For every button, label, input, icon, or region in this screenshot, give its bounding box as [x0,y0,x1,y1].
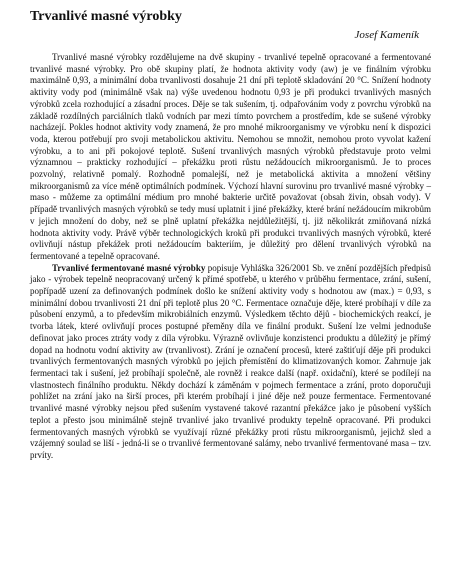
paragraph-2 [30,263,431,462]
article-body [30,52,431,462]
paragraph-2-text: popisuje Vyhláška 326/2001 Sb. ve znění pozdějších předpisů jako - výrobek tepelně neopracovaný určený k přímé spotřebě, u kterého v průběhu fermentace, zrání, sušení, popřípadě uzení za definovaných podmínek došlo ke snížení aktivity vody s hodnotou aw (max.) = 0,93, s minimální dobou trvanlivosti 21 dní při teplotě plus 20 °C. Fermentace označuje děje, které probíhají v díle za působení enzymů, a to především mikrobiálních enzymů. Výsledkem těchto dějů - biochemických reakcí, je tvorba látek, které ovlivňují proces postupné přeměny díla ve finální produkt. Sušení lze velmi jednoduše definovat jako proces ztráty vody z díla výrobku. Výrazně ovlivňuje konzistenci produktu a důležitý je přímý dopad na hodnotu vodní aktivity aw (trvanlivost). Zrání je označení procesů, které zaštiťují děje při produkci trvanlivých fermentovaných masných výrobků po jejich přemístění do klimatizovaných komor. Zahrnuje jak fermentaci tak i sušení, jež probíhají společně, ale rovněž i reakce další (např. oxidační), které se podílejí na vlastnostech finálního produktu. Někdy dochází k záměnám v pojmech fermentace a zrání, proto doporučuji pohlížet na zrání jako na širší proces, při kterém probíhají i jiné děje než pouze fermentace. Fermentované trvanlivé masné výrobky nejsou před sušením vystavené takové razantní překážce jako je působení vyšších teplot a přesto jsou minimálně stejně trvanlivé jako trvanlivé produkty tepelně opracované. Při produkci fermentovaných masných výrobků se využívají různé překážky proti růstu mikroorganismů, jejichž sled a vzájemný soulad se liší - jedná-li se o trvanlivé fermentované salámy, nebo trvanlivé fermentované masa – tzv. prvíty. [30,262,431,460]
paragraph-2-lead: Trvanlivé fermentované masné výrobky [52,262,206,273]
article-title: Trvanlivé masné výrobky [30,9,182,24]
paragraph-1: Trvanlivé masné výrobky rozdělujeme na dvě skupiny - trvanlivé tepelně opracované a fermentované trvanlivé masné výrobky. Pro obě skupiny platí, že hodnota aktivity vody (aw) je ve finálním výrobku maximálně 0,93, a minimální doba trvanlivosti dosahuje 21 dní při teplotě skladování 20 °C. Snížení hodnoty aktivity vody pod (minimálně však na) výše uvedenou hodnotu 0,93 je při produkci trvanlivých masných výrobků zcela rozhodující a zásadní proces. Děje se tak sušením, tj. odpařováním vody z povrchu výrobků na základě rozdílných parciálních tlaků vodních par mezi tímto povrchem a prostředím, kde se sušené výrobky nacházejí. Pokles hodnot aktivity vody znamená, že pro mnohé mikroorganismy ve výrobku není k dispozici voda, kterou potřebují pro svoji metabolickou aktivitu. Nemohou se množit, nemohou proto vyvolat kažení výrobku, a to ani při pokojové teplotě. Sušení trvanlivých masných výrobků představuje proto velmi významnou – prakticky rozhodující – překážku proti růstu nežádoucích mikroorganismů. Je to proces pozvolný, relativně pomalý. Rozhodně pomalejší, než je metabolická aktivita a množení většiny mikroorganismů za více méně optimálních podmínek. Výchozí hlavní surovinu pro trvanlivé masné výrobky – maso - můžeme za optimální médium pro mnohé bakterie určitě považovat (obsah živin, obsah vody). V případě trvanlivých masných výrobků se tedy musí uplatnit i jiné překážky, které brání nežádoucím mikrobům v jejich množení do doby, než se plně uplatní překážka nejdůležitější, tj. již několikrát zmiňovaná nízká hodnota aktivity vody. Právě výběr technologických kroků při produkci trvanlivých masných výrobků, které ovlivňují nástup překážek proti nežádoucím bakteriím, je důležitý pro dělení trvanlivých výrobků na fermentované a tepelně opracované. [30,52,431,261]
author-name: Josef Kameník [354,29,419,41]
